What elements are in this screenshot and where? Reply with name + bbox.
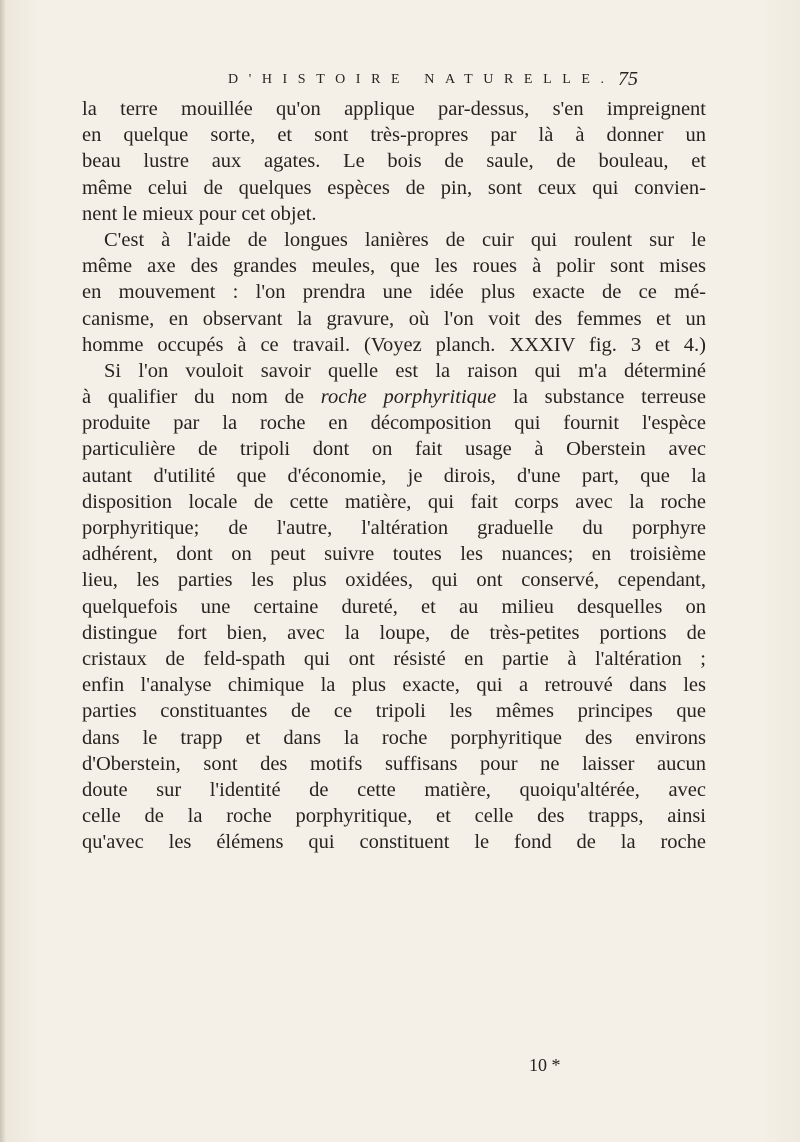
text-segment: à qualifier du nom de — [82, 386, 321, 409]
page-number: 75 — [618, 68, 638, 90]
text-line: beau lustre aux agates. Le bois de saule, de bouleau, et — [82, 150, 706, 173]
text-line: distingue fort bien, avec la loupe, de très-petites portions de — [82, 621, 706, 644]
text-line: nent le mieux pour cet objet. — [82, 202, 317, 225]
page-fold-shadow — [0, 0, 6, 1142]
text-line: même axe des grandes meules, que les roues à polir sont mises — [82, 255, 706, 278]
text-line: même celui de quelques espèces de pin, sont ceux qui convien- — [82, 176, 706, 199]
text-line: autant d'utilité que d'économie, je dirois, d'une part, que la — [82, 464, 706, 487]
running-title: D'HISTOIRE NATURELLE. — [228, 72, 615, 87]
italic-term: roche porphyritique — [320, 386, 497, 409]
text-line: porphyritique; de l'autre, l'altération graduelle du porphyre — [82, 517, 706, 539]
text-line: doute sur l'identité de cette matière, quoiqu'altérée, avec — [82, 778, 706, 801]
text-line — [82, 384, 706, 410]
text-line: homme occupés à ce travail. (Voyez planch. XXXIV fig. 3 et 4.) — [82, 333, 706, 356]
text-line: qu'avec les élémens qui constituent le fond de la roche — [82, 831, 706, 854]
paragraph-start-line: Si l'on vouloit savoir quelle est la raison qui m'a déterminé — [104, 359, 706, 382]
text-line: quelquefois une certaine dureté, et au milieu desquelles on — [82, 595, 706, 618]
body-text — [82, 96, 706, 855]
text-line: d'Oberstein, sont des motifs suffisans pour ne laisser aucun — [82, 752, 706, 775]
text-line: lieu, les parties les plus oxidées, qui ont conservé, cependant, — [82, 569, 706, 592]
text-line: en mouvement : l'on prendra une idée plus exacte de ce mé- — [82, 281, 706, 304]
text-line: parties constituantes de ce tripoli les mêmes principes que — [82, 700, 706, 723]
text-line: en quelque sorte, et sont très-propres par là à donner un — [82, 124, 706, 147]
signature-mark: 10 * — [529, 1055, 561, 1075]
text-line: disposition locale de cette matière, qui fait corps avec la roche — [82, 490, 706, 513]
text-line: produite par la roche en décomposition qui fournit l'espèce — [82, 412, 706, 435]
text-line: la terre mouillée qu'on applique par-dessus, s'en impreignent — [82, 98, 706, 120]
text-line: canisme, en observant la gravure, où l'on voit des femmes et un — [82, 307, 706, 330]
text-line: cristaux de feld-spath qui ont résisté en partie à l'altération ; — [82, 647, 706, 670]
text-segment: la substance terreuse — [496, 386, 706, 409]
text-line: celle de la roche porphyritique, et celle des trapps, ainsi — [82, 805, 706, 828]
running-head — [0, 68, 800, 98]
text-line: adhérent, dont on peut suivre toutes les nuances; en troisième — [82, 543, 706, 566]
paragraph-start-line: C'est à l'aide de longues lanières de cuir qui roulent sur le — [104, 228, 706, 251]
text-line: particulière de tripoli dont on fait usage à Oberstein avec — [82, 438, 706, 461]
text-line: enfin l'analyse chimique la plus exacte, qui a retrouvé dans les — [82, 674, 706, 697]
text-line: dans le trapp et dans la roche porphyritique des environs — [82, 726, 706, 749]
